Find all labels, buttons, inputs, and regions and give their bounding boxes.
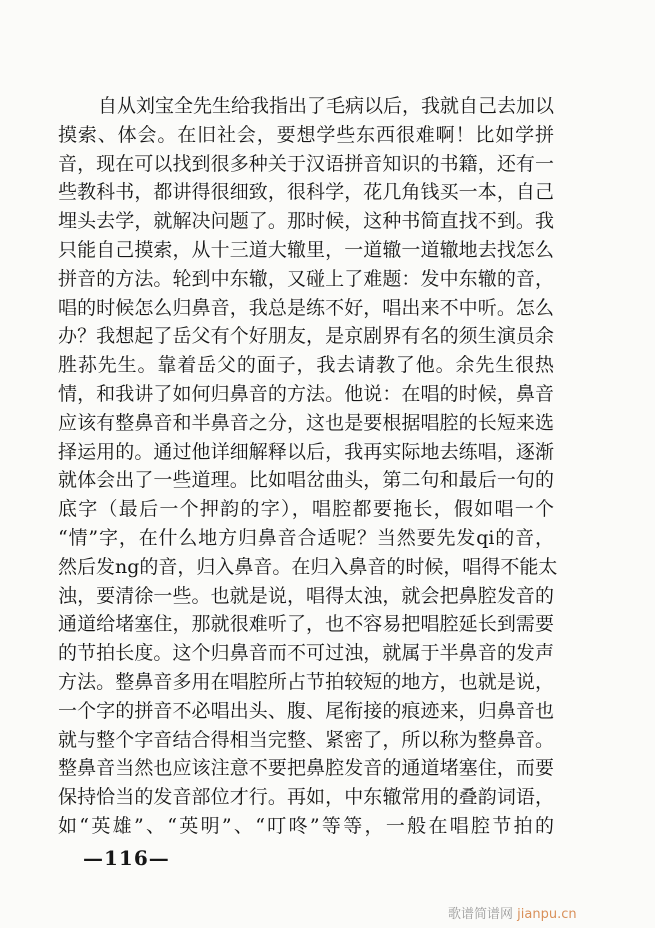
text-line: 一个字的拼音不必唱出头、腹、尾衔接的痕迹来，归鼻音也 — [58, 699, 554, 722]
watermark-cn: 歌谱简谱网 — [448, 907, 514, 922]
text-line: “情”字，在什么地方归鼻音合适呢？当然要先发qi的音， — [58, 526, 554, 549]
text-line: 浊，要清徐一些。也就是说，唱得太浊，就会把鼻腔发音的 — [58, 584, 554, 607]
text-line: 拼音的方法。轮到中东辙，又碰上了难题：发中东辙的音， — [58, 267, 554, 290]
text-line: 音，现在可以找到很多种关于汉语拼音知识的书籍，还有一 — [58, 152, 554, 175]
page-number: —116— — [83, 846, 170, 870]
text-line: 底字（最后一个押韵的字），唱腔都要拖长，假如唱一个 — [58, 498, 554, 521]
watermark-en: jianpu.cn — [517, 907, 577, 922]
text-line: 方法。整鼻音多用在唱腔所占节拍较短的地方，也就是说， — [58, 670, 554, 693]
text-line: 然后发ng的音，归入鼻音。在归入鼻音的时候，唱得不能太 — [58, 555, 558, 578]
text-line: 就体会出了一些道理。比如唱岔曲头，第二句和最后一句的 — [58, 469, 554, 492]
text-line: 通道给堵塞住，那就很难听了，也不容易把唱腔延长到需要 — [58, 613, 554, 636]
text-line: 择运用的。通过他详细解释以后，我再实际地去练唱，逐渐 — [58, 440, 554, 463]
text-line: 如“英雄”、“英明”、“叮咚”等等，一般在唱腔节拍的 — [58, 814, 554, 837]
text-line: 埋头去学，就解决问题了。那时候，这种书简直找不到。我 — [58, 210, 554, 233]
text-line: 自从刘宝全先生给我指出了毛病以后，我就自己去加以 — [98, 95, 555, 117]
text-line: 的节拍长度。这个归鼻音而不可过浊，就属于半鼻音的发声 — [58, 642, 554, 665]
text-line: 保持恰当的发音部位才行。再如，中东辙常用的叠韵词语， — [58, 786, 554, 809]
text-line: 胜荪先生。靠着岳父的面子，我去请教了他。余先生很热 — [58, 354, 554, 377]
text-line: 些教科书，都讲得很细致，很科学，花几角钱买一本，自己 — [58, 181, 554, 204]
text-line: 唱的时候怎么归鼻音，我总是练不好，唱出来不中听。怎么 — [58, 296, 554, 319]
text-line: 情，和我讲了如何归鼻音的方法。他说：在唱的时候，鼻音 — [58, 382, 554, 405]
text-line: 摸索、体会。在旧社会，要想学些东西很难啊！比如学拼 — [58, 123, 554, 146]
text-line: 就与整个字音结合得相当完整、紧密了，所以称为整鼻音。 — [58, 728, 554, 751]
text-line: 应该有整鼻音和半鼻音之分，这也是要根据唱腔的长短来选 — [58, 411, 554, 434]
watermark — [448, 906, 577, 924]
text-line: 办？我想起了岳父有个好朋友，是京剧界有名的须生演员余 — [58, 325, 554, 348]
body-text — [58, 92, 558, 841]
text-line: 整鼻音当然也应该注意不要把鼻腔发音的通道堵塞住，而要 — [58, 757, 554, 780]
text-line: 只能自己摸索，从十三道大辙里，一道辙一道辙地去找怎么 — [58, 238, 554, 261]
